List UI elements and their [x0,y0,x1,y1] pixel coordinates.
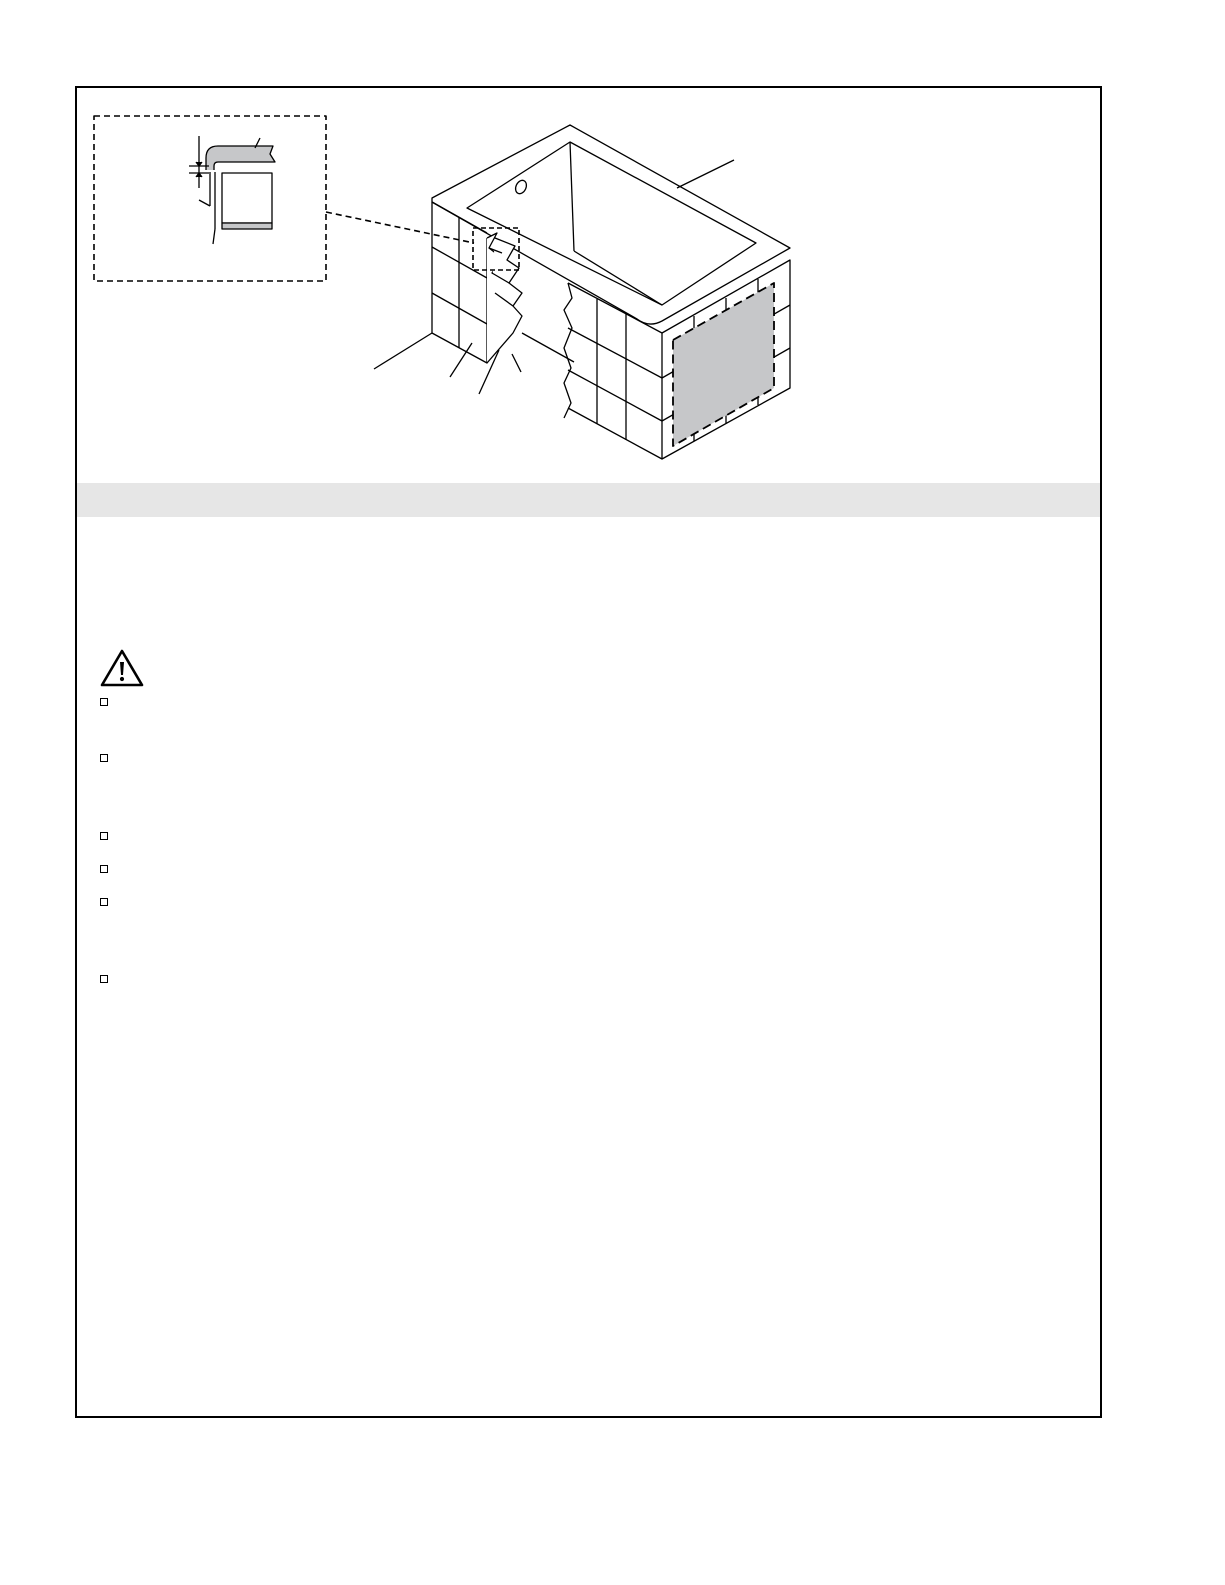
bath-tub-illustration [374,125,790,459]
detail-callout [94,116,326,281]
checkbox-icon[interactable] [100,754,108,762]
page-frame [75,86,1102,1418]
section-header-bar [77,483,1100,517]
checkbox-icon[interactable] [100,865,108,873]
bath-installation-figure [77,88,1100,483]
checkbox-icon[interactable] [100,898,108,906]
checkbox-icon[interactable] [100,975,108,983]
warning-triangle-icon [99,648,145,688]
checkbox-icon[interactable] [100,698,108,706]
checkbox-icon[interactable] [100,832,108,840]
